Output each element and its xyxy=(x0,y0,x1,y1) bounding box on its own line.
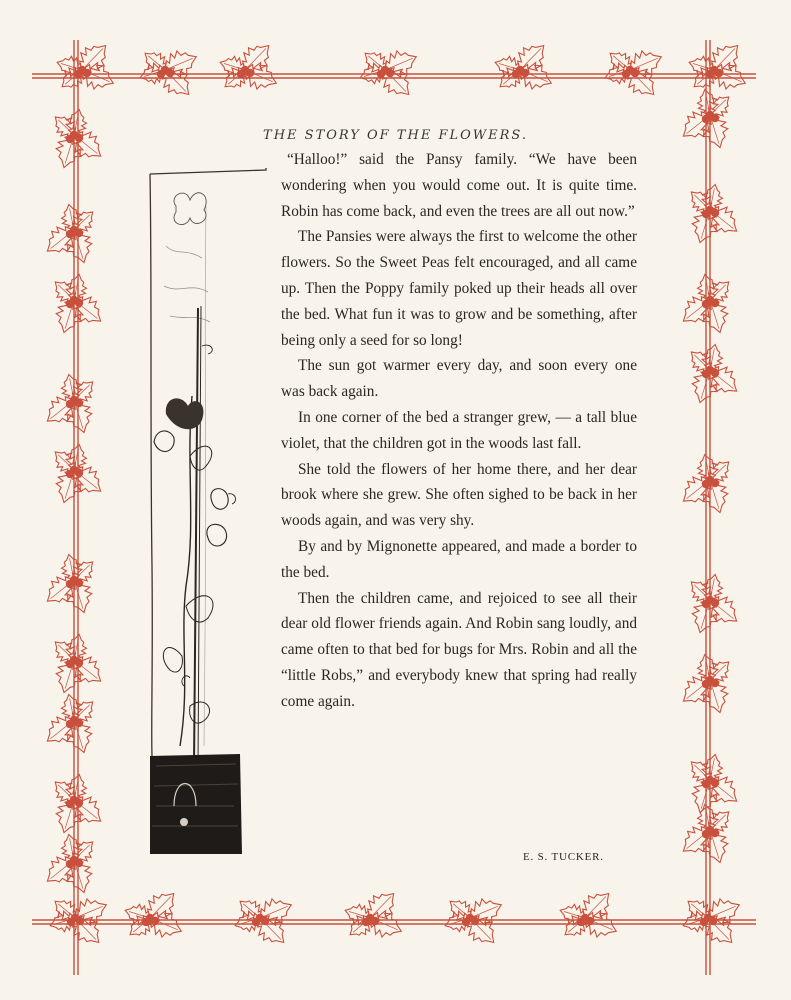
holly-sprig-icon xyxy=(691,185,736,243)
paragraph: The sun got warmer every day, and soon every one was back again. xyxy=(281,357,637,401)
holly-sprig-icon xyxy=(345,894,401,938)
story-text xyxy=(281,147,637,715)
holly-sprig-icon xyxy=(691,755,736,813)
paragraph: The Pansies were always the first to welcome the other flowers. So the Sweet Peas felt encouraged, and all came up. Then the Poppy family poked up their heads all over the bed. What fun it was to grow and be something, after being only a seed for so long! xyxy=(281,228,637,349)
holly-sprig-icon xyxy=(689,46,745,90)
holly-sprig-icon xyxy=(691,345,736,403)
holly-sprig-icon xyxy=(47,205,92,263)
holly-sprig-icon xyxy=(140,51,196,95)
holly-sprig-icon xyxy=(47,375,92,433)
holly-sprig-icon xyxy=(360,51,416,95)
holly-sprig-icon xyxy=(47,555,92,613)
paragraph: Then the children came, and rejoiced to see all their dear old flower friends again. And Robin sang loudly, and came often to that bed for bugs for Mrs. Robin and all the “little Robs,” and everybody knew that spring had really come again. xyxy=(281,589,637,710)
paragraph: In one corner of the bed a stranger grew, — a tall blue violet, that the children got in the woods last fall. xyxy=(281,408,637,452)
holly-sprig-icon xyxy=(495,46,551,90)
holly-sprig-icon xyxy=(47,695,92,753)
holly-sprig-icon xyxy=(125,894,181,938)
holly-sprig-icon xyxy=(57,46,113,90)
holly-sprig-icon xyxy=(560,894,616,938)
paragraph: “Halloo!” said the Pansy family. “We have been wondering when you would come out. It is quite time. Robin has come back, and even the trees are all out now.” xyxy=(281,151,637,220)
running-head: THE STORY OF THE FLOWERS. xyxy=(263,128,528,143)
holly-sprig-icon xyxy=(220,46,276,90)
holly-sprig-icon xyxy=(605,51,661,95)
paragraph: She told the flowers of her home there, and her dear brook where she grew. She often sighed to be back in her woods again, and was very shy. xyxy=(281,460,637,530)
paragraph: By and by Mignonette appeared, and made a border to the bed. xyxy=(281,537,637,581)
sweet-pea-illustration xyxy=(146,166,276,856)
author-signature: E. S. TUCKER. xyxy=(523,851,604,863)
holly-sprig-icon xyxy=(691,575,736,633)
holly-sprig-icon xyxy=(47,835,92,893)
